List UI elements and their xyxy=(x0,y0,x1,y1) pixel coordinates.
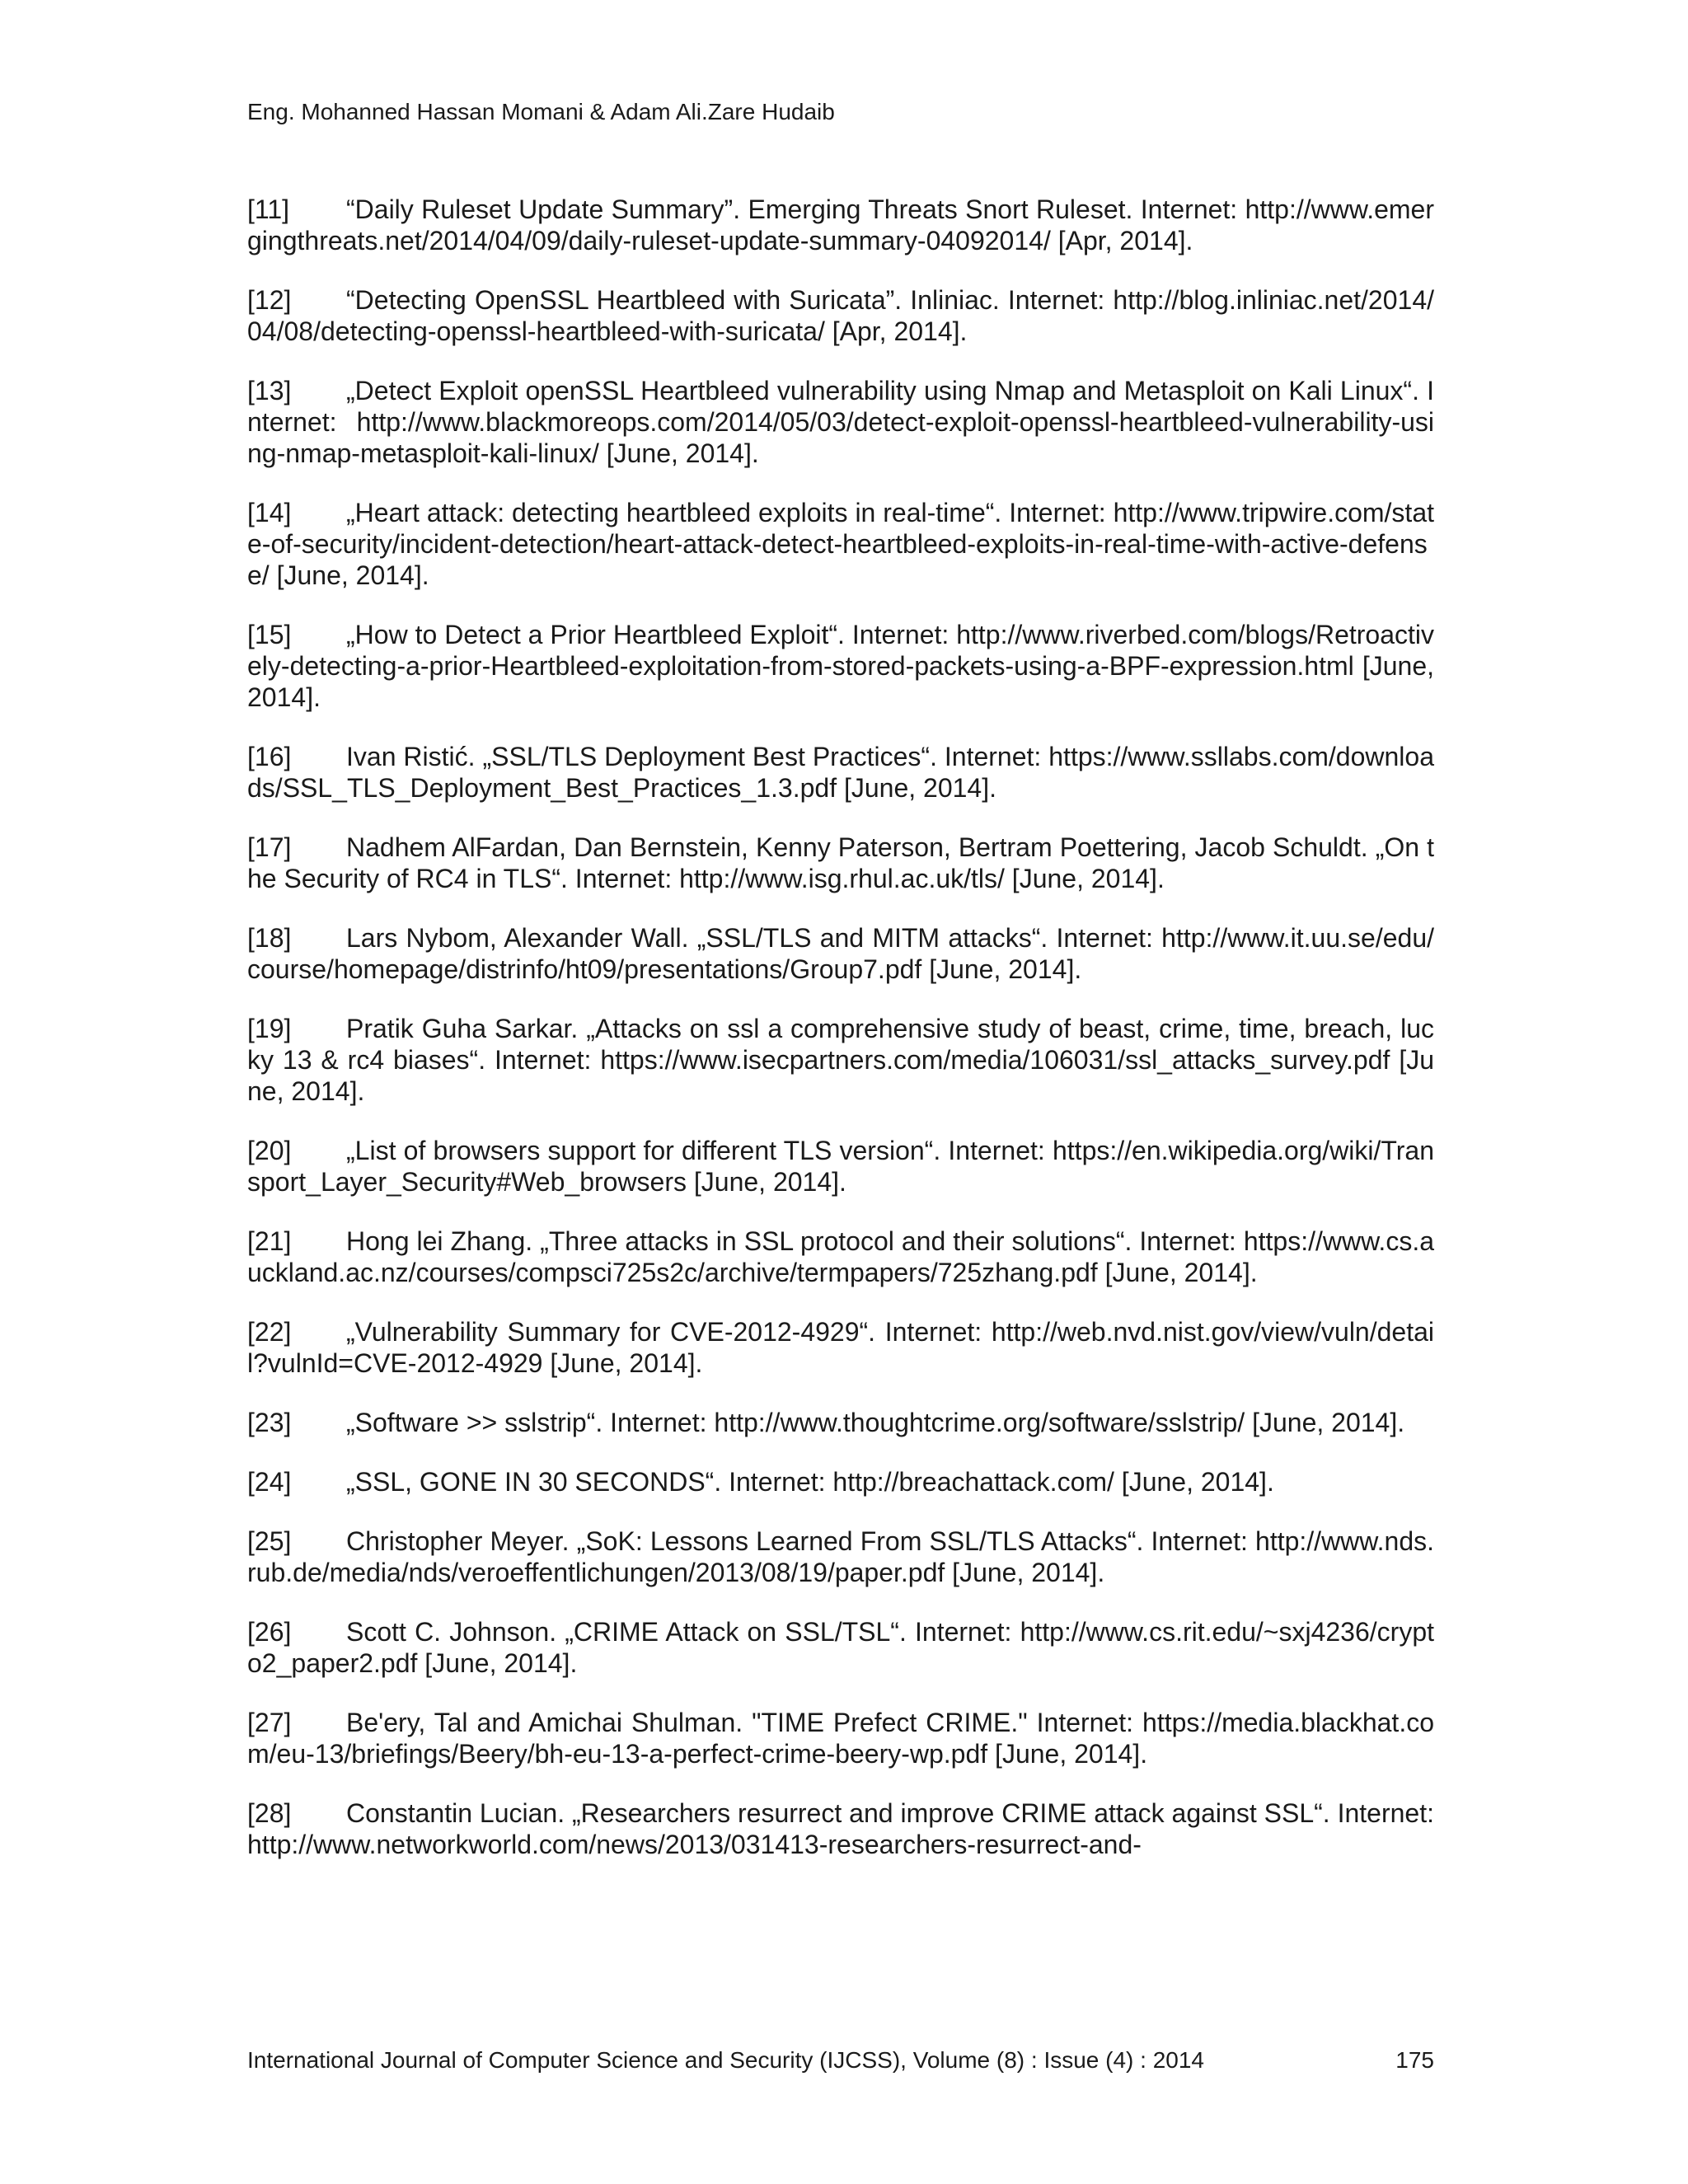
reference-number: [20] xyxy=(247,1136,292,1165)
reference-text: „SSL, GONE IN 30 SECONDS“. Internet: http://breachattack.com/ [June, 2014]. xyxy=(346,1467,1274,1497)
reference-text: Nadhem AlFardan, Dan Bernstein, Kenny Paterson, Bertram Poettering, Jacob Schuldt. „On the Security of RC4 in TLS“. Internet: http://www.isg.rhul.ac.uk/tls/ [June, 2014]. xyxy=(247,832,1434,893)
reference-text: Be'ery, Tal and Amichai Shulman. "TIME Prefect CRIME." Internet: https://media.blackhat.com/eu-13/briefings/Beery/bh-eu-13-a-perfect-crime-beery-wp.pdf [June, 2014]. xyxy=(247,1708,1434,1769)
reference-text: „Heart attack: detecting heartbleed exploits in real-time“. Internet: http://www.tripwire.com/state-of-security/incident-detection/heart-attack-detect-heartbleed-exploits-in-real-time-with-active-defense/ [June, 2014]. xyxy=(247,498,1434,590)
reference-item xyxy=(247,1707,1434,1769)
reference-number: [15] xyxy=(247,620,292,649)
reference-text: „Software >> sslstrip“. Internet: http://www.thoughtcrime.org/software/sslstrip/ [June, 2014]. xyxy=(346,1408,1405,1437)
reference-item xyxy=(247,1526,1434,1588)
reference-text: Pratik Guha Sarkar. „Attacks on ssl a comprehensive study of beast, crime, time, breach, lucky 13 & rc4 biases“. Internet: https://www.isecpartners.com/media/106031/ssl_attacks_survey.pdf [June, 2014]. xyxy=(247,1014,1434,1106)
reference-text: „List of browsers support for different TLS version“. Internet: https://en.wikipedia.org/wiki/Transport_Layer_Security#Web_browsers [June, 2014]. xyxy=(247,1136,1434,1197)
reference-item xyxy=(247,832,1434,894)
reference-text: Constantin Lucian. „Researchers resurrect and improve CRIME attack against SSL“. Internet: http://www.networkworld.com/news/2013/031413-researchers-resurrect-and- xyxy=(247,1798,1434,1859)
reference-text: „Detect Exploit openSSL Heartbleed vulnerability using Nmap and Metasploit on Kali Linux“. Internet: http://www.blackmoreops.com/2014/05/03/detect-exploit-openssl-heartbleed-vulnerability-using-nmap-metasploit-kali-linux/ [June, 2014]. xyxy=(247,376,1434,468)
reference-number: [12] xyxy=(247,285,292,315)
reference-list xyxy=(247,194,1434,1888)
reference-number: [17] xyxy=(247,832,292,862)
reference-number: [26] xyxy=(247,1617,292,1647)
reference-number: [14] xyxy=(247,498,292,527)
reference-text: „How to Detect a Prior Heartbleed Exploit“. Internet: http://www.riverbed.com/blogs/Retroactively-detecting-a-prior-Heartbleed-exploitation-from-stored-packets-using-a-BPF-expression.html [June, 2014]. xyxy=(247,620,1434,712)
reference-item xyxy=(247,1226,1434,1288)
reference-text: Lars Nybom, Alexander Wall. „SSL/TLS and MITM attacks“. Internet: http://www.it.uu.se/edu/course/homepage/distrinfo/ht09/presentations/Group7.pdf [June, 2014]. xyxy=(247,923,1434,984)
reference-item xyxy=(247,1466,1434,1497)
reference-number: [27] xyxy=(247,1708,292,1737)
reference-text: Christopher Meyer. „SoK: Lessons Learned From SSL/TLS Attacks“. Internet: http://www.nds.rub.de/media/nds/veroeffentlichungen/2013/08/19/paper.pdf [June, 2014]. xyxy=(247,1526,1434,1587)
reference-number: [22] xyxy=(247,1317,292,1347)
reference-number: [21] xyxy=(247,1226,292,1256)
reference-text: “Daily Ruleset Update Summary”. Emerging Threats Snort Ruleset. Internet: http://www.emergingthreats.net/2014/04/09/daily-ruleset-update-summary-04092014/ [Apr, 2014]. xyxy=(247,194,1434,255)
reference-number: [24] xyxy=(247,1467,292,1497)
reference-text: Ivan Ristić. „SSL/TLS Deployment Best Practices“. Internet: https://www.ssllabs.com/downloads/SSL_TLS_Deployment_Best_Practices_1.3.pdf [June, 2014]. xyxy=(247,742,1434,803)
running-header: Eng. Mohanned Hassan Momani & Adam Ali.Zare Hudaib xyxy=(247,99,835,124)
reference-number: [28] xyxy=(247,1798,292,1828)
reference-text: Hong lei Zhang. „Three attacks in SSL protocol and their solutions“. Internet: https://www.cs.auckland.ac.nz/courses/compsci725s2c/archive/termpapers/725zhang.pdf [June, 2014]. xyxy=(247,1226,1434,1287)
reference-item xyxy=(247,1407,1434,1438)
reference-item xyxy=(247,375,1434,469)
reference-item xyxy=(247,284,1434,347)
reference-item xyxy=(247,1616,1434,1679)
reference-number: [16] xyxy=(247,742,292,771)
reference-number: [19] xyxy=(247,1014,292,1043)
reference-item xyxy=(247,1316,1434,1379)
reference-number: [13] xyxy=(247,376,292,405)
reference-text: Scott C. Johnson. „CRIME Attack on SSL/TSL“. Internet: http://www.cs.rit.edu/~sxj4236/crypto2_paper2.pdf [June, 2014]. xyxy=(247,1617,1434,1678)
reference-item xyxy=(247,497,1434,591)
reference-number: [11] xyxy=(247,194,289,224)
reference-number: [18] xyxy=(247,923,292,953)
reference-item xyxy=(247,922,1434,985)
reference-number: [25] xyxy=(247,1526,292,1556)
page-number: 175 xyxy=(1395,2047,1434,2073)
reference-item xyxy=(247,1013,1434,1107)
reference-text: “Detecting OpenSSL Heartbleed with Suricata”. Inliniac. Internet: http://blog.inliniac.net/2014/04/08/detecting-openssl-heartbleed-with-suricata/ [Apr, 2014]. xyxy=(247,285,1434,346)
reference-item xyxy=(247,619,1434,713)
reference-item xyxy=(247,1135,1434,1197)
reference-item xyxy=(247,1797,1434,1860)
reference-item xyxy=(247,741,1434,804)
reference-text: „Vulnerability Summary for CVE-2012-4929“. Internet: http://web.nvd.nist.gov/view/vuln/detail?vulnId=CVE-2012-4929 [June, 2014]. xyxy=(247,1317,1434,1378)
journal-citation: International Journal of Computer Science and Security (IJCSS), Volume (8) : Issue (4) : 2014 xyxy=(247,2047,1205,2073)
reference-item xyxy=(247,194,1434,256)
reference-number: [23] xyxy=(247,1408,292,1437)
